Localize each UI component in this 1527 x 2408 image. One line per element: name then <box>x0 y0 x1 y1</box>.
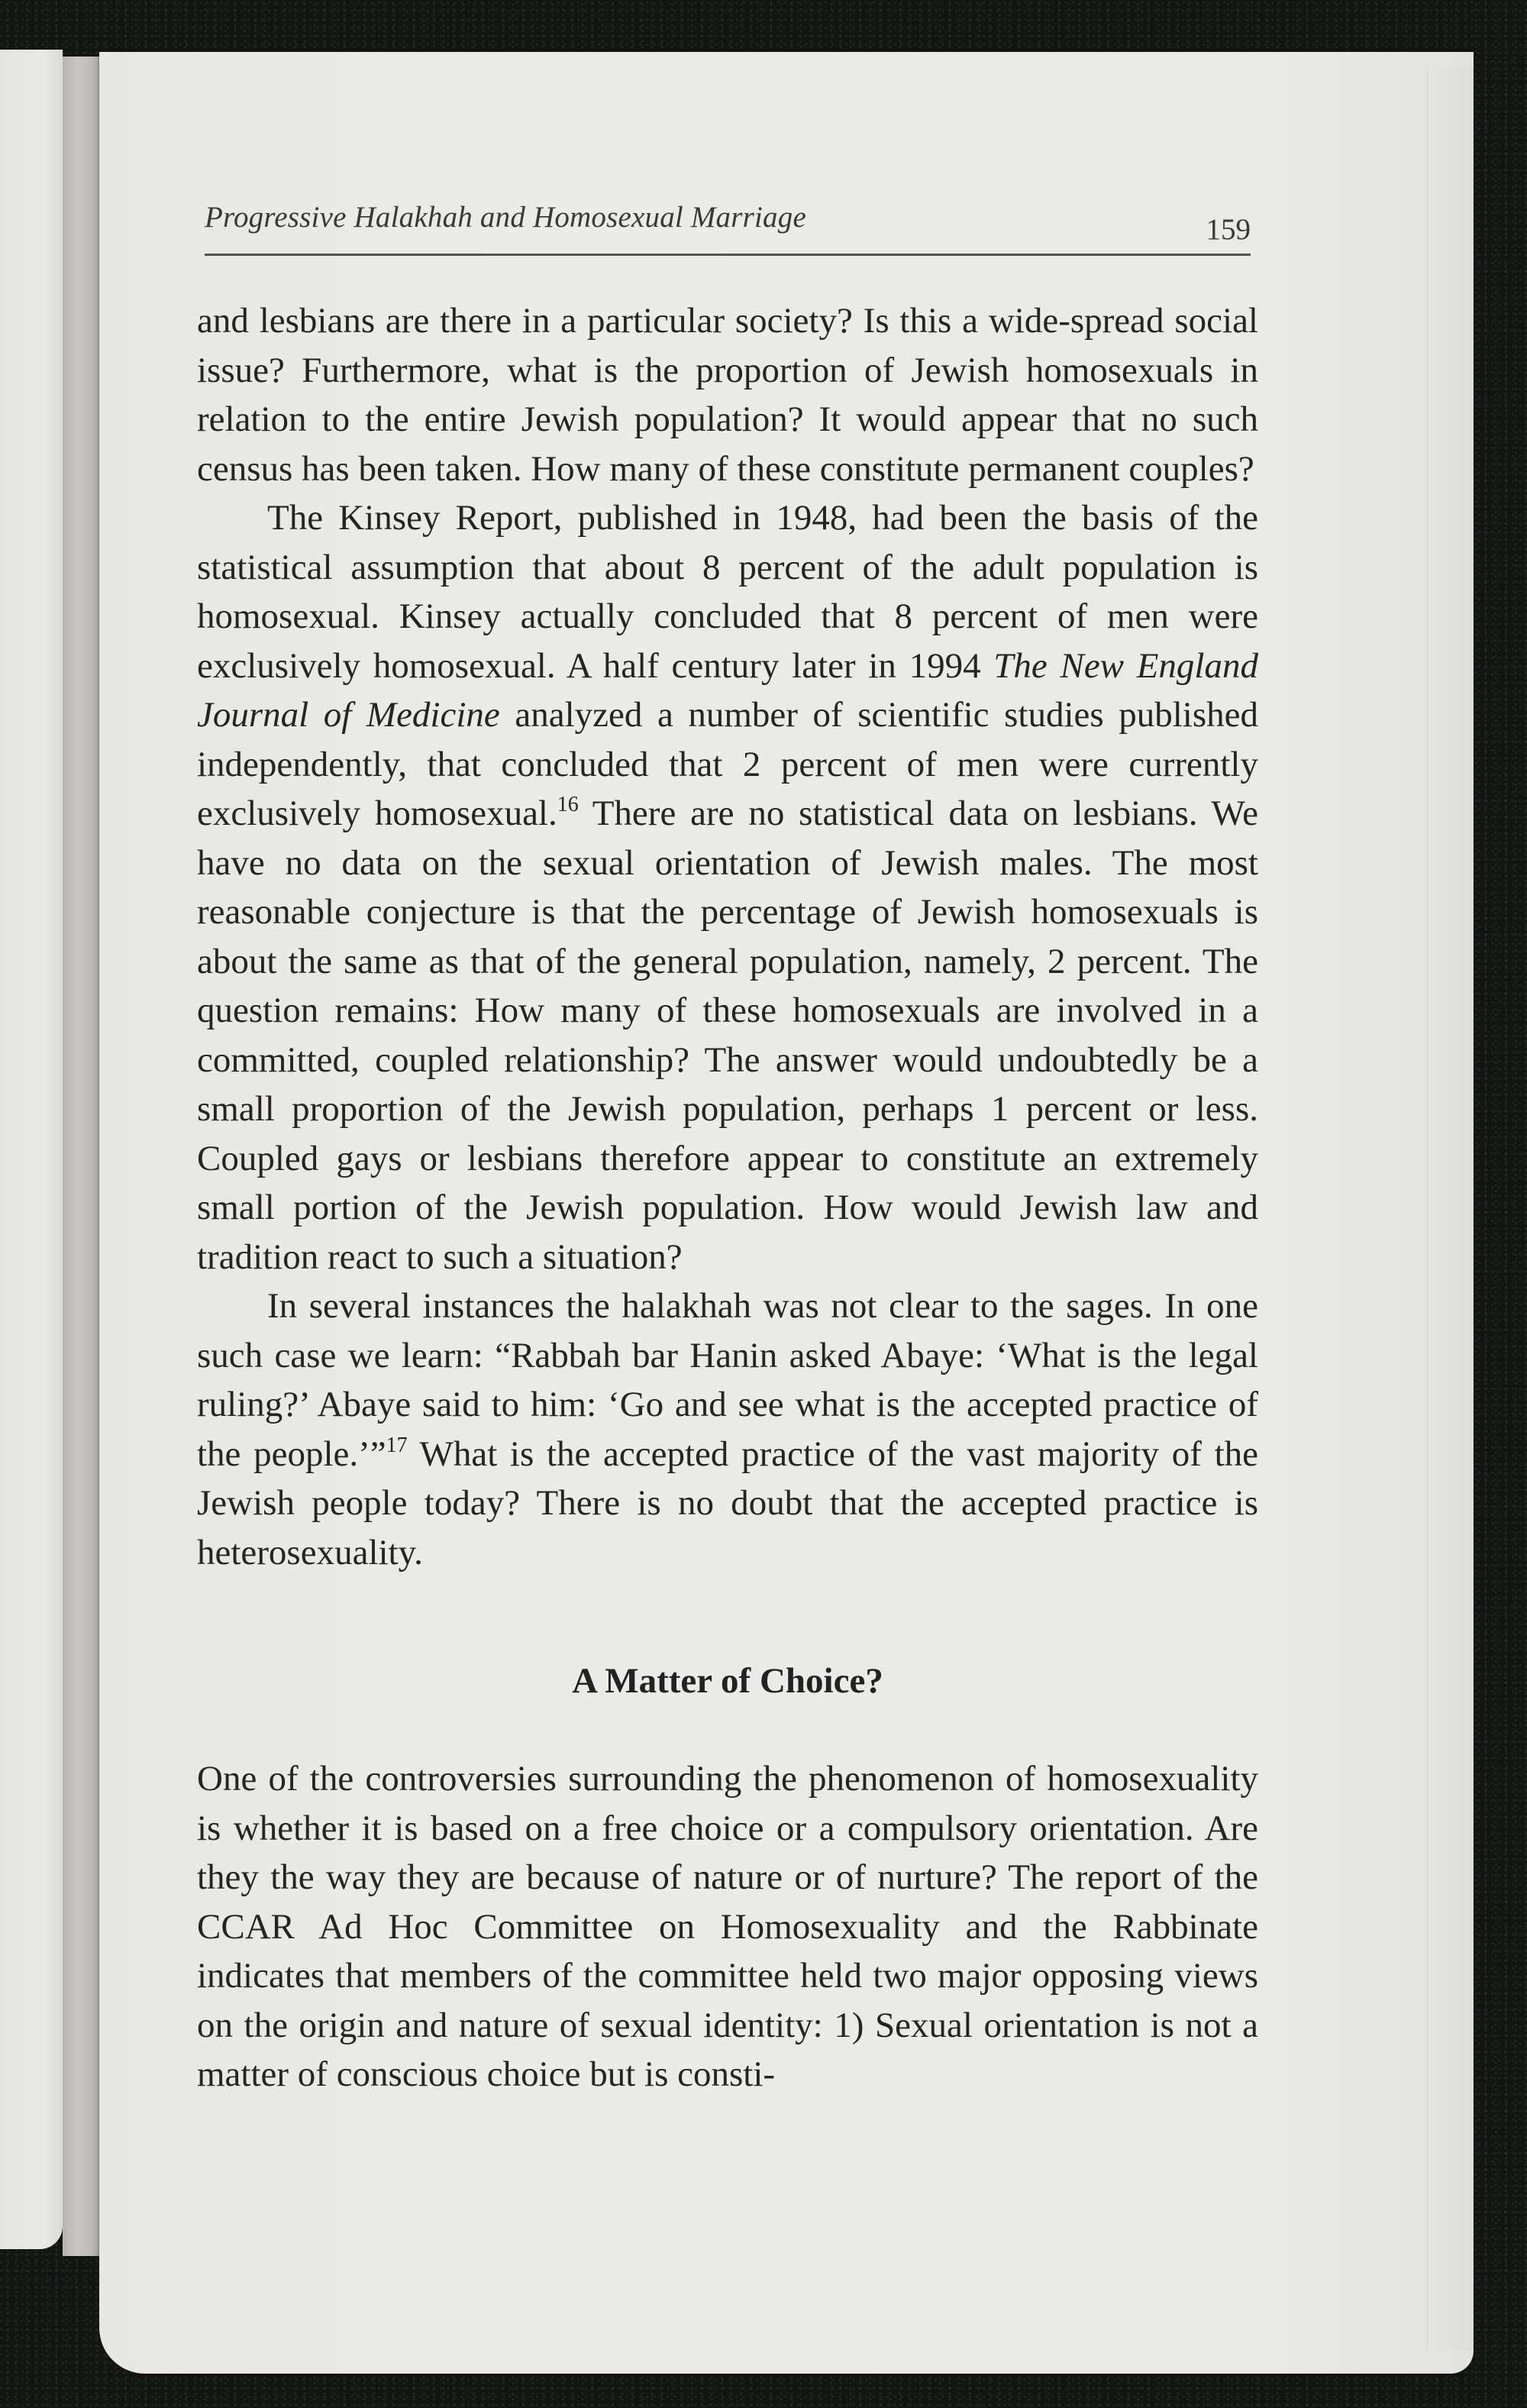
paragraph <box>197 1282 1258 1577</box>
paragraph <box>197 493 1258 1282</box>
page-stack-edge <box>1427 67 1474 2351</box>
text-run: There are no statistical data on lesbians. We have no data on the sexual orientation of Jewish males. The most reasonable conjecture is that the percentage of Jewish homosexuals is about the same as that of the general population, namely, 2 percent. The question remains: How many of these homosexuals are involved in a committed, coupled relationship? The answer would undoubtedly be a small proportion of the Jewish population, perhaps 1 percent or less. Coupled gays or lesbians therefore appear to constitute an extremely small portion of the Jewish population. How would Jewish law and tradition react to such a situation? <box>197 794 1258 1277</box>
paragraphs-after-heading <box>197 1754 1258 2099</box>
text-run: and lesbians are there in a particular society? Is this a wide-spread social issue? Furthermore, what is the proportion of Jewish homosexuals in relation to the entire Jewish population? It would appear that no such census has been taken. How many of these constitute permanent couples? <box>197 301 1258 489</box>
footnote-marker: 17 <box>386 1433 408 1457</box>
footnote-marker: 16 <box>557 793 579 816</box>
page-number: 159 <box>1206 213 1251 246</box>
text-run: analyzed a number of scientific studies published independently, that concluded that 2 percent of men were currently exclusively homosexual. <box>197 695 1258 833</box>
running-header <box>205 200 1251 256</box>
text-run: In several instances the halakhah was not clear to the sages. In one such case we learn: “Rabbah bar Hanin asked Abaye: ‘What is the legal ruling?’ Abaye said to him: ‘Go and see what is the accepted practice of the people.’” <box>197 1286 1258 1474</box>
previous-page-edge <box>0 50 63 2249</box>
italic-title: The New England Journal of Medicine <box>197 645 1258 735</box>
paragraph <box>197 296 1258 493</box>
body-text <box>197 296 1258 2099</box>
text-run: One of the controversies surrounding the phenomenon of homosexuality is whether it is based on a free choice or a compulsory orientation. Are they the way they are because of nature or of nurture? The report of the CCAR Ad Hoc Committee on Homosexuality and the Rabbinate indicates that members of the committee held two major opposing views on the origin and nature of sexual identity: 1) Sexual orientation is not a matter of conscious choice but is consti- <box>197 1759 1258 2094</box>
section-heading: A Matter of Choice? <box>572 1661 883 1701</box>
text-run: What is the accepted practice of the vast majority of the Jewish people today? There is no doubt that the accepted practice is heterosexuality. <box>197 1433 1258 1572</box>
paragraphs-before-heading <box>197 296 1258 1577</box>
text-run: The Kinsey Report, published in 1948, had been the basis of the statistical assumption that about 8 percent of the adult population is homosexual. Kinsey actually concluded that 8 percent of men were exclusively homosexual. A half century later in 1994 <box>197 498 1258 686</box>
paragraph <box>197 1754 1258 2099</box>
book-gutter <box>63 57 99 2256</box>
running-title: Progressive Halakhah and Homosexual Marriage <box>205 201 806 234</box>
